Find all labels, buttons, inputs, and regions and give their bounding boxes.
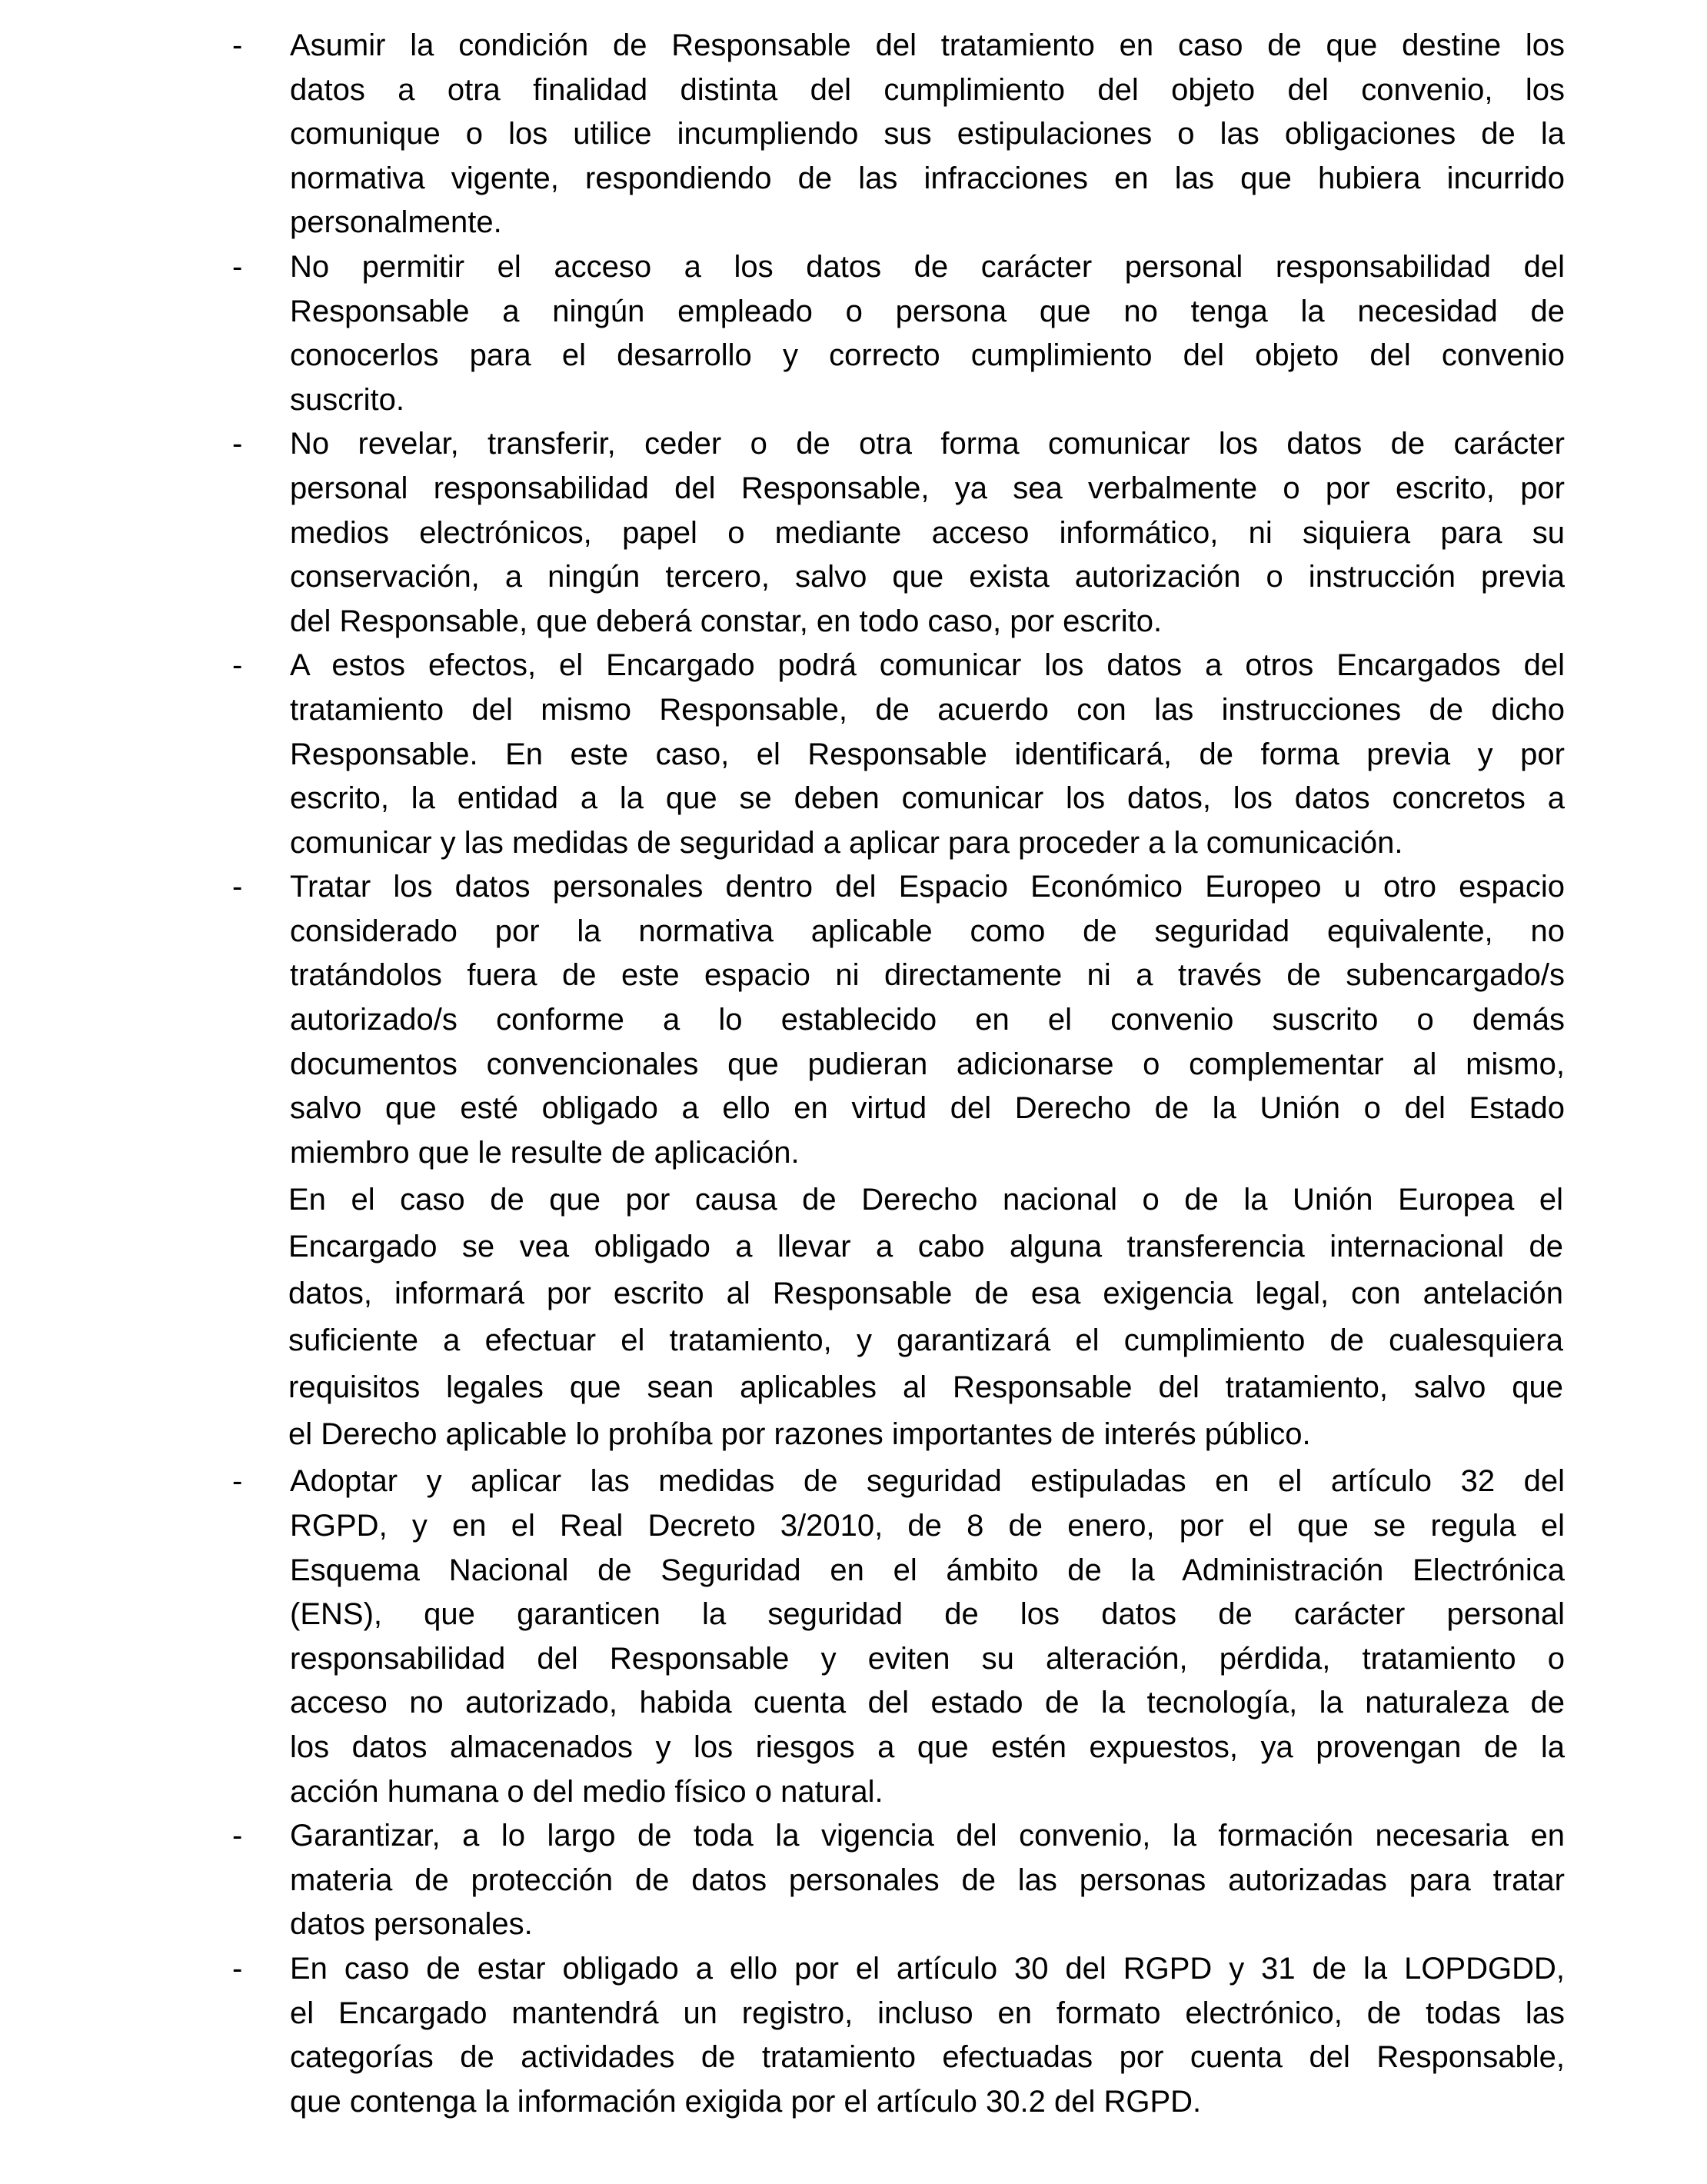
bullet-dash-icon: - xyxy=(232,870,243,904)
text-line: acceso no autorizado, habida cuenta del estado de la tecnología, la naturaleza de xyxy=(290,1686,1565,1720)
text-line: Esquema Nacional de Seguridad en el ámbito de la Administración Electrónica xyxy=(290,1553,1565,1587)
text-line: conservación, a ningún tercero, salvo que exista autorización o instrucción previa xyxy=(290,560,1565,594)
text-line: comunique o los utilice incumpliendo sus estipulaciones o las obligaciones de la xyxy=(290,117,1565,151)
text-line: miembro que le resulte de aplicación. xyxy=(290,1135,800,1170)
text-line: del Responsable, que deberá constar, en todo caso, por escrito. xyxy=(290,604,1163,638)
text-lines xyxy=(290,1947,1565,2124)
text-line: En el caso de que por causa de Derecho nacional o de la Unión Europea el xyxy=(288,1183,1563,1217)
text-line: Tratar los datos personales dentro del Espacio Económico Europeo u otro espacio xyxy=(290,870,1565,904)
text-lines xyxy=(290,865,1565,1175)
text-lines xyxy=(288,1177,1563,1458)
bullet-item xyxy=(0,1460,1707,1814)
text-lines xyxy=(290,245,1565,422)
text-line: salvo que esté obligado a ello en virtud del Derecho de la Unión o del Estado xyxy=(290,1091,1565,1126)
bullet-dash-icon: - xyxy=(232,648,243,683)
text-line: medios electrónicos, papel o mediante acceso informático, ni siquiera para su xyxy=(290,515,1565,550)
text-line: personalmente. xyxy=(290,205,502,240)
text-line: No permitir el acceso a los datos de carácter personal responsabilidad del xyxy=(290,249,1565,284)
bullet-dash-icon: - xyxy=(232,28,243,62)
bullet-dash-icon: - xyxy=(232,1464,243,1499)
bullet-dash-icon: - xyxy=(232,1819,243,1853)
text-line: el Encargado mantendrá un registro, incluso en formato electrónico, de todas las xyxy=(290,1996,1565,2030)
text-lines xyxy=(290,1814,1565,1947)
text-line: A estos efectos, el Encargado podrá comunicar los datos a otros Encargados del xyxy=(290,648,1565,683)
text-line: suscrito. xyxy=(290,382,404,417)
text-lines xyxy=(290,644,1565,865)
text-line: No revelar, transferir, ceder o de otra forma comunicar los datos de carácter xyxy=(290,427,1565,461)
text-line: datos, informará por escrito al Responsable de esa exigencia legal, con antelación xyxy=(288,1277,1563,1311)
text-line: Asumir la condición de Responsable del tratamiento en caso de que destine los xyxy=(290,28,1565,62)
text-line: Adoptar y aplicar las medidas de seguridad estipuladas en el artículo 32 del xyxy=(290,1464,1565,1499)
text-lines xyxy=(290,24,1565,245)
bullet-item xyxy=(0,1814,1707,1947)
bullet-item xyxy=(0,245,1707,422)
bullet-item xyxy=(0,24,1707,245)
text-line: Responsable. En este caso, el Responsable identificará, de forma previa y por xyxy=(290,737,1565,771)
text-line: datos personales. xyxy=(290,1907,533,1942)
text-lines xyxy=(290,422,1565,644)
text-line: acción humana o del medio físico o natural. xyxy=(290,1774,883,1809)
text-line: personal responsabilidad del Responsable, ya sea verbalmente o por escrito, por xyxy=(290,471,1565,505)
text-line: RGPD, y en el Real Decreto 3/2010, de 8 de enero, por el que se regula el xyxy=(290,1509,1565,1543)
text-lines xyxy=(290,1460,1565,1814)
text-line: requisitos legales que sean aplicables al Responsable del tratamiento, salvo que xyxy=(288,1370,1563,1405)
text-line: considerado por la normativa aplicable como de seguridad equivalente, no xyxy=(290,914,1565,948)
paragraph xyxy=(0,1177,1707,1458)
text-line: responsabilidad del Responsable y eviten su alteración, pérdida, tratamiento o xyxy=(290,1641,1565,1676)
bullet-item xyxy=(0,644,1707,865)
text-line: (ENS), que garanticen la seguridad de los datos de carácter personal xyxy=(290,1597,1565,1632)
bullet-dash-icon: - xyxy=(232,427,243,461)
text-line: datos a otra finalidad distinta del cumplimiento del objeto del convenio, los xyxy=(290,72,1565,107)
text-line: Encargado se vea obligado a llevar a cabo alguna transferencia internacional de xyxy=(288,1230,1563,1264)
text-line: normativa vigente, respondiendo de las infracciones en las que hubiera incurrido xyxy=(290,161,1565,195)
text-line: Responsable a ningún empleado o persona que no tenga la necesidad de xyxy=(290,294,1565,328)
text-line: tratamiento del mismo Responsable, de acuerdo con las instrucciones de dicho xyxy=(290,692,1565,727)
text-line: el Derecho aplicable lo prohíba por razones importantes de interés público. xyxy=(288,1417,1311,1452)
bullet-dash-icon: - xyxy=(232,249,243,284)
text-line: Garantizar, a lo largo de toda la vigencia del convenio, la formación necesaria en xyxy=(290,1819,1565,1853)
text-line: documentos convencionales que pudieran adicionarse o complementar al mismo, xyxy=(290,1047,1565,1081)
text-line: comunicar y las medidas de seguridad a aplicar para proceder a la comunicación. xyxy=(290,825,1403,860)
bullet-item xyxy=(0,865,1707,1175)
document-body xyxy=(0,24,1707,2124)
text-line: conocerlos para el desarrollo y correcto cumplimiento del objeto del convenio xyxy=(290,338,1565,373)
text-line: tratándolos fuera de este espacio ni directamente ni a través de subencargado/s xyxy=(290,958,1565,993)
text-line: autorizado/s conforme a lo establecido en el convenio suscrito o demás xyxy=(290,1003,1565,1037)
text-line: En caso de estar obligado a ello por el artículo 30 del RGPD y 31 de la LOPDGDD, xyxy=(290,1951,1565,1986)
text-line: que contenga la información exigida por el artículo 30.2 del RGPD. xyxy=(290,2084,1202,2119)
text-line: escrito, la entidad a la que se deben comunicar los datos, los datos concretos a xyxy=(290,781,1565,816)
text-line: suficiente a efectuar el tratamiento, y garantizará el cumplimiento de cualesquiera xyxy=(288,1323,1563,1358)
bullet-dash-icon: - xyxy=(232,1951,243,1986)
text-line: materia de protección de datos personales de las personas autorizadas para tratar xyxy=(290,1863,1565,1897)
text-line: categorías de actividades de tratamiento efectuadas por cuenta del Responsable, xyxy=(290,2040,1565,2075)
text-line: los datos almacenados y los riesgos a que estén expuestos, ya provengan de la xyxy=(290,1730,1565,1764)
bullet-item xyxy=(0,1947,1707,2124)
bullet-item xyxy=(0,422,1707,644)
